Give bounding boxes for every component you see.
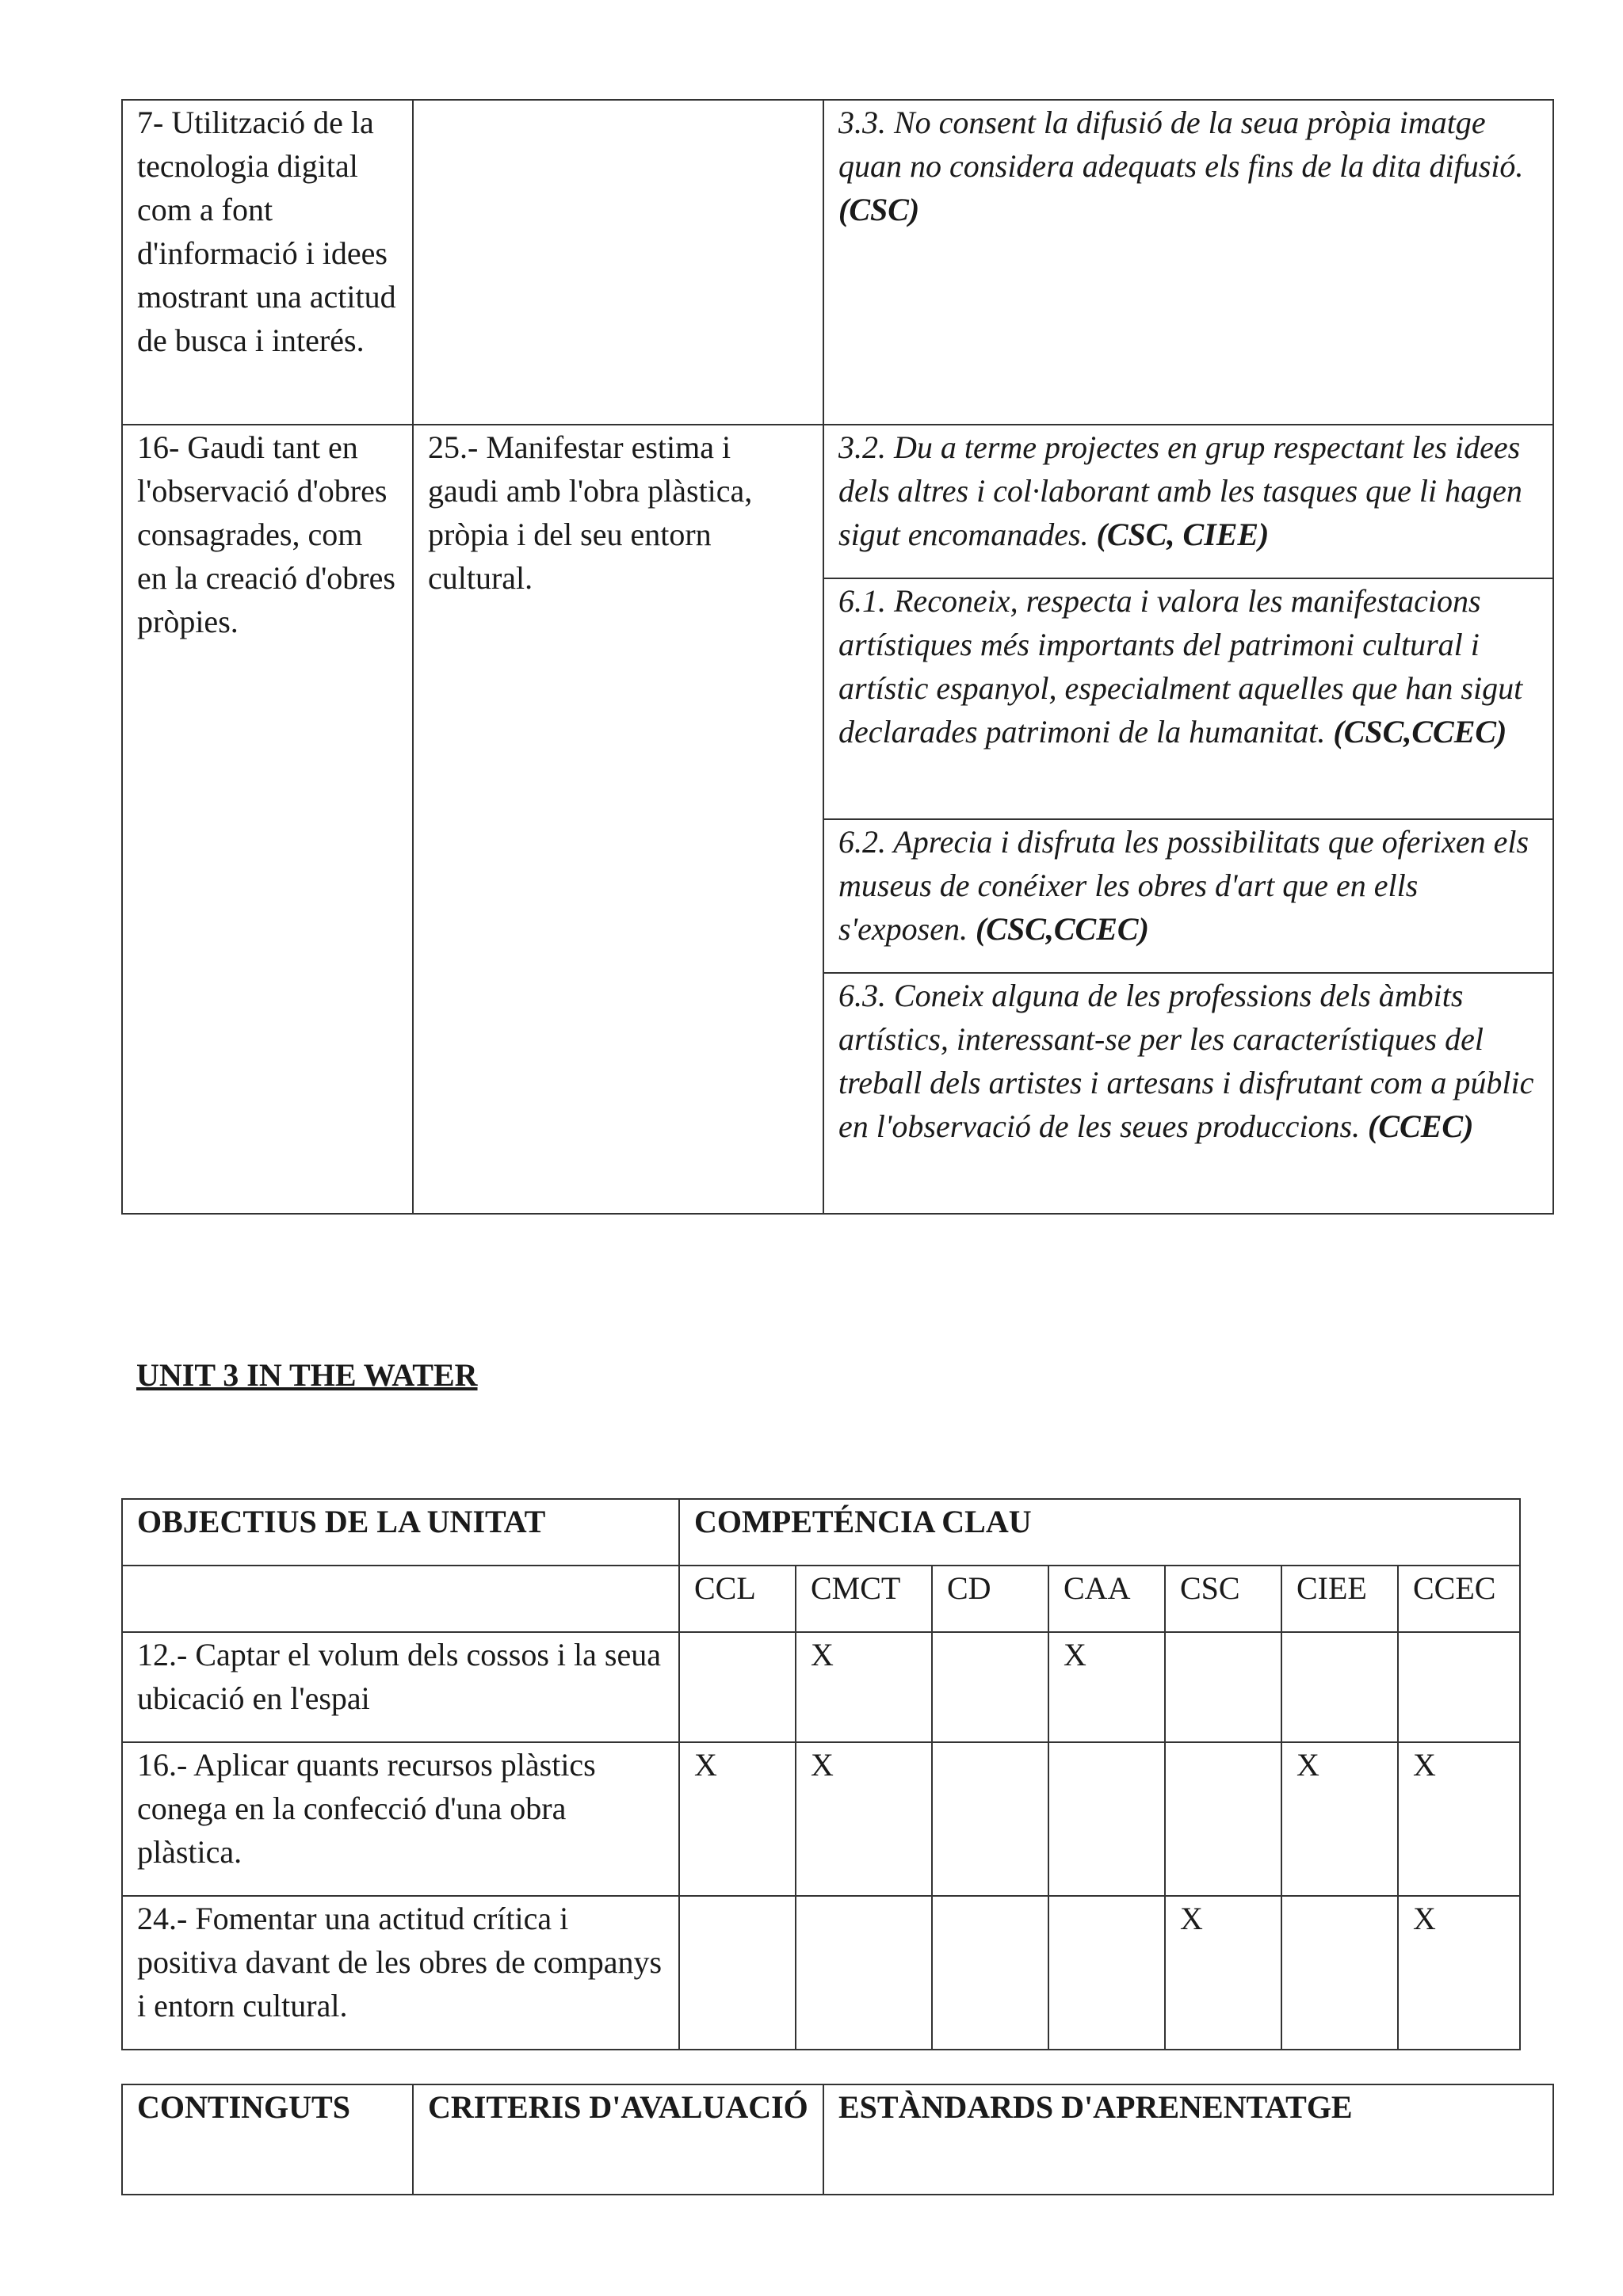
criteri-cell — [413, 100, 823, 425]
table-row — [122, 1742, 1520, 1896]
mark-cell — [796, 1896, 932, 2050]
curriculum-table — [121, 99, 1554, 1215]
criteria-header: CRITERIS D'AVALUACIÓ — [413, 2084, 823, 2195]
standard-text: 6.2. Aprecia i disfruta les possibilitats que oferixen els museus de conéixer les obres d'art que en ells s'exposen. — [838, 824, 1529, 947]
mark-cell — [1281, 1632, 1398, 1742]
mark-cell: X — [1048, 1632, 1165, 1742]
table-row — [122, 425, 1553, 578]
unit-title: UNIT 3 IN THE WATER — [136, 1357, 478, 1393]
standard-competency: (CSC,CCEC) — [975, 911, 1149, 947]
objective-cell: 24.- Fomentar una actitud crítica i positiva davant de les obres de companys i entorn cultural. — [122, 1896, 679, 2050]
mark-cell — [1281, 1896, 1398, 2050]
standard-cell — [823, 819, 1553, 973]
mark-cell — [932, 1742, 1048, 1896]
table-header-row — [122, 2084, 1553, 2195]
standard-cell — [823, 425, 1553, 578]
standard-cell — [823, 100, 1553, 425]
competencies-header: COMPETÉNCIA CLAU — [679, 1499, 1520, 1566]
contingut-text: 16- Gaudi tant en l'observació d'obres consagrades, com en la creació d'obres pròpies. — [137, 429, 395, 639]
mark-cell — [1398, 1632, 1520, 1742]
table-row — [122, 1896, 1520, 2050]
objectives-header: OBJECTIUS DE LA UNITAT — [122, 1499, 679, 1566]
mark-cell — [679, 1896, 796, 2050]
mark-cell — [1048, 1742, 1165, 1896]
criteri-text: 25.- Manifestar estima i gaudi amb l'obra plàstica, pròpia i del seu entorn cultural. — [428, 429, 753, 596]
standard-text: 6.1. Reconeix, respecta i valora les manifestacions artístiques més importants del patrimoni cultural i artístic espanyol, especialment aquelles que han sigut declarades patrimoni de la humanitat. — [838, 583, 1523, 749]
column-header-cd: CD — [932, 1566, 1048, 1632]
mark-cell: X — [1398, 1742, 1520, 1896]
contents-header: CONTINGUTS — [122, 2084, 413, 2195]
column-header-cmct: CMCT — [796, 1566, 932, 1632]
standards-header: ESTÀNDARDS D'APRENENTATGE — [823, 2084, 1553, 2195]
standard-competency: (CSC) — [838, 192, 920, 227]
standard-cell — [823, 578, 1553, 819]
standard-competency: (CSC,CCEC) — [1333, 714, 1507, 749]
contents-header-table — [121, 2084, 1554, 2195]
mark-cell: X — [679, 1742, 796, 1896]
column-header-ccec: CCEC — [1398, 1566, 1520, 1632]
standard-cell — [823, 973, 1553, 1214]
table-header-row — [122, 1499, 1520, 1566]
mark-cell — [1165, 1632, 1281, 1742]
standard-competency: (CCEC) — [1368, 1108, 1474, 1144]
column-header-caa: CAA — [1048, 1566, 1165, 1632]
mark-cell: X — [1281, 1742, 1398, 1896]
mark-cell: X — [1165, 1896, 1281, 2050]
mark-cell — [1048, 1896, 1165, 2050]
standard-text: 3.2. Du a terme projectes en grup respectant les idees dels altres i col·laborant amb les tasques que li hagen sigut encomanades. — [838, 429, 1522, 552]
mark-cell — [1165, 1742, 1281, 1896]
mark-cell — [932, 1896, 1048, 2050]
table-row — [122, 100, 1553, 425]
table-row — [122, 1632, 1520, 1742]
column-header-csc: CSC — [1165, 1566, 1281, 1632]
mark-cell: X — [796, 1632, 932, 1742]
contingut-cell — [122, 100, 413, 425]
contingut-text: 7- Utilització de la tecnologia digital com a font d'informació i idees mostrant una actitud de busca i interés. — [137, 105, 396, 358]
contingut-cell — [122, 425, 413, 1214]
table-subheader-row — [122, 1566, 1520, 1632]
objective-cell: 16.- Aplicar quants recursos plàstics conega en la confecció d'una obra plàstica. — [122, 1742, 679, 1896]
mark-cell — [932, 1632, 1048, 1742]
column-header-ciee: CIEE — [1281, 1566, 1398, 1632]
empty-header-cell — [122, 1566, 679, 1632]
column-header-ccl: CCL — [679, 1566, 796, 1632]
objective-cell: 12.- Captar el volum dels cossos i la seua ubicació en l'espai — [122, 1632, 679, 1742]
standard-competency: (CSC, CIEE) — [1096, 517, 1270, 552]
standard-text: 3.3. No consent la difusió de la seua pròpia imatge quan no considera adequats els fins de la dita difusió. — [838, 105, 1524, 184]
criteri-cell — [413, 425, 823, 1214]
mark-cell: X — [1398, 1896, 1520, 2050]
mark-cell — [679, 1632, 796, 1742]
mark-cell: X — [796, 1742, 932, 1896]
standard-text: 6.3. Coneix alguna de les professions dels àmbits artístics, interessant-se per les característiques del treball dels artistes i artesans i disfrutant com a públic en l'observació de les seues produccions. — [838, 978, 1534, 1144]
competencies-table — [121, 1498, 1521, 2050]
